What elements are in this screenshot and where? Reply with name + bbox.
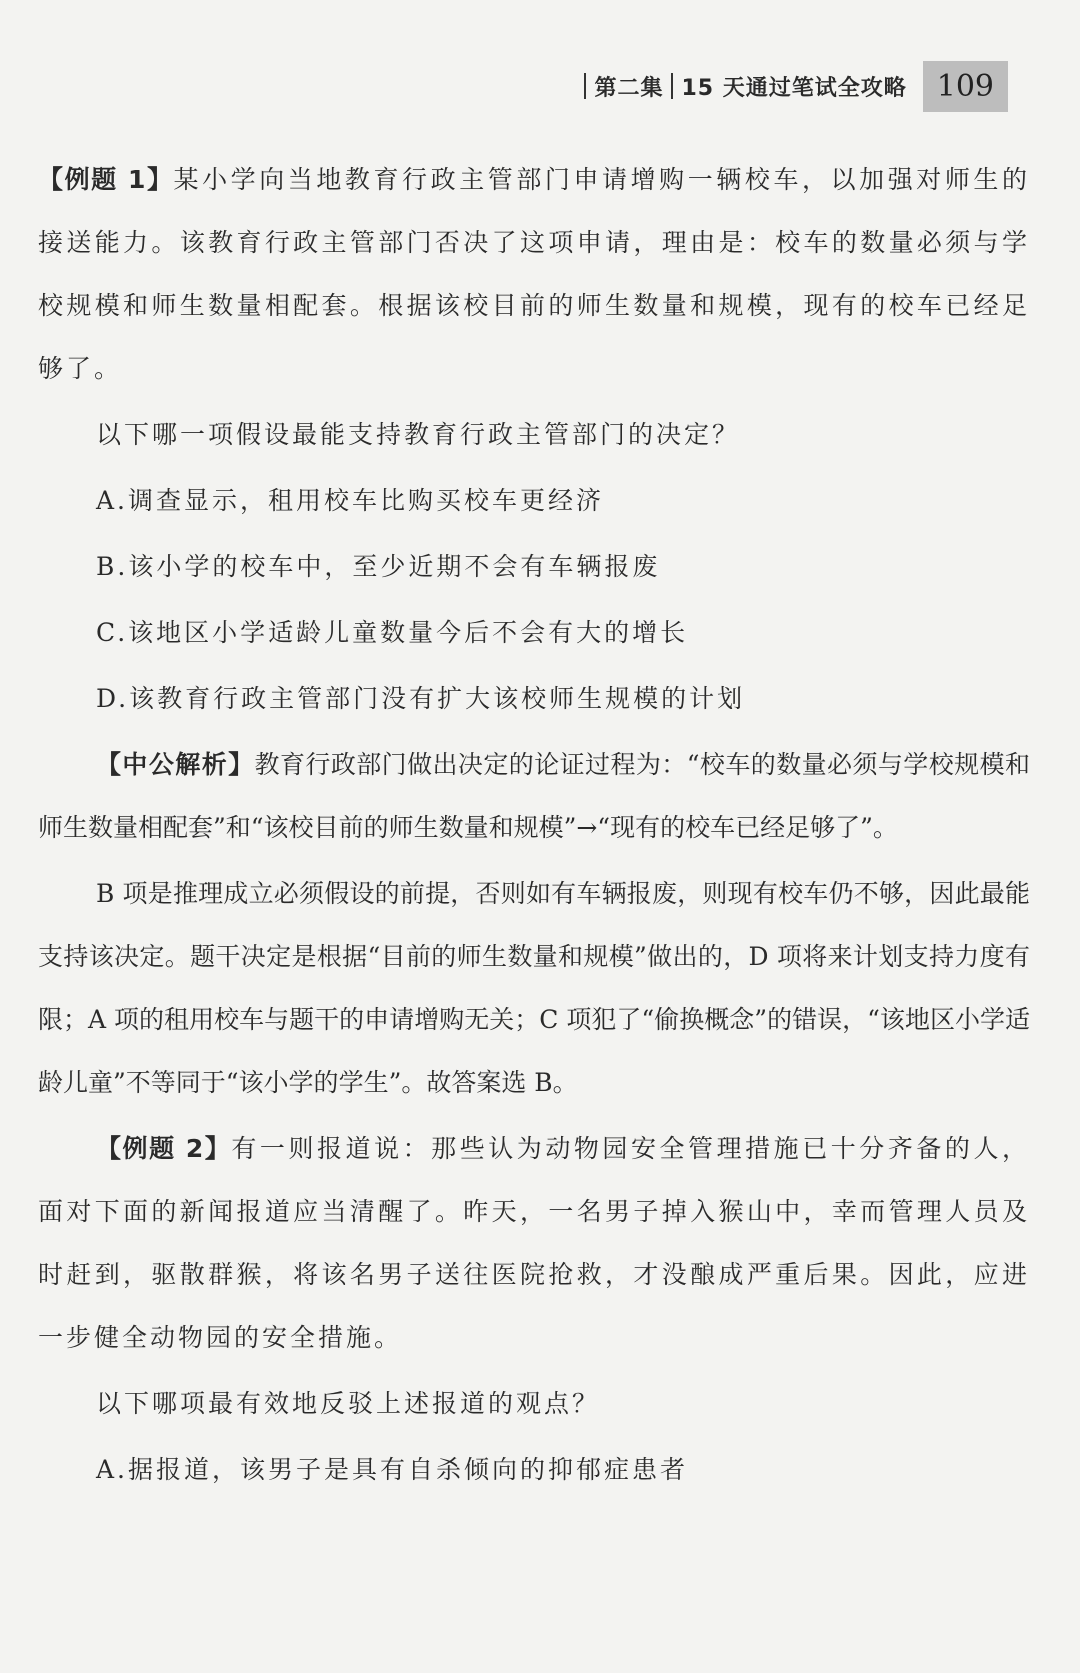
- example-1-tag: 【例题 1】: [38, 165, 174, 194]
- running-header: [520, 58, 1008, 114]
- example-2: [38, 1117, 1030, 1501]
- analysis-detail: B 项是推理成立必须假设的前提，否则如有车辆报废，则现有校车仍不够，因此最能支持该决定。题干决定是根据“目前的师生数量和规模”做出的，D 项将来计划支持力度有限；A 项的租用校车与题干的申请增购无关；C 项犯了“偷换概念”的错误，“该地区小学适龄儿童”不等同于“该小学的学生”。故答案选 B。: [38, 879, 1030, 1097]
- example-2-stem-text: 有一则报道说：那些认为动物园安全管理措施已十分齐备的人，面对下面的新闻报道应当清醒了。昨天，一名男子掉入猴山中，幸而管理人员及时赶到，驱散群猴，将该名男子送往医院抢救，才没酿成严重后果。因此，应进一步健全动物园的安全措施。: [38, 1134, 1030, 1352]
- example-1-option-c: C.该地区小学适龄儿童数量今后不会有大的增长: [96, 618, 689, 647]
- example-1: [38, 148, 1030, 730]
- example-1-option-b: B.该小学的校车中，至少近期不会有车辆报废: [96, 552, 661, 581]
- analysis-text: 教育行政部门做出决定的论证过程为：“校车的数量必须与学校规模和师生数量相配套”和“该校目前的师生数量和规模”→“现有的校车已经足够了”。: [38, 750, 1030, 842]
- example-2-stem: [38, 1117, 1030, 1369]
- analysis: [38, 733, 1030, 1114]
- example-1-stem: [38, 148, 1030, 400]
- page-number: 109: [923, 61, 1008, 112]
- header-divider: [671, 73, 673, 99]
- example-1-question: 以下哪一项假设最能支持教育行政主管部门的决定？: [96, 420, 741, 449]
- example-1-stem-text: 某小学向当地教育行政主管部门申请增购一辆校车，以加强对师生的接送能力。该教育行政主管部门否决了这项申请，理由是：校车的数量必须与学校规模和师生数量相配套。根据该校目前的师生数量和规模，现有的校车已经足够了。: [38, 165, 1030, 383]
- header-divider: [584, 73, 586, 99]
- example-1-option-a: A.调查显示，租用校车比购买校车更经济: [96, 486, 605, 515]
- header-book-title: 15 天通过笔试全攻略: [681, 75, 907, 101]
- example-1-option-d: D.该教育行政主管部门没有扩大该校师生规模的计划: [96, 684, 746, 713]
- example-2-tag: 【例题 2】: [96, 1134, 232, 1163]
- example-2-question: 以下哪项最有效地反驳上述报道的观点？: [96, 1389, 601, 1418]
- analysis-tag: 【中公解析】: [96, 750, 255, 779]
- header-part-title: 第二集: [594, 75, 664, 101]
- analysis-intro: [38, 733, 1030, 859]
- example-2-option-a: A.据报道，该男子是具有自杀倾向的抑郁症患者: [96, 1455, 689, 1484]
- page-body: [38, 148, 1030, 1504]
